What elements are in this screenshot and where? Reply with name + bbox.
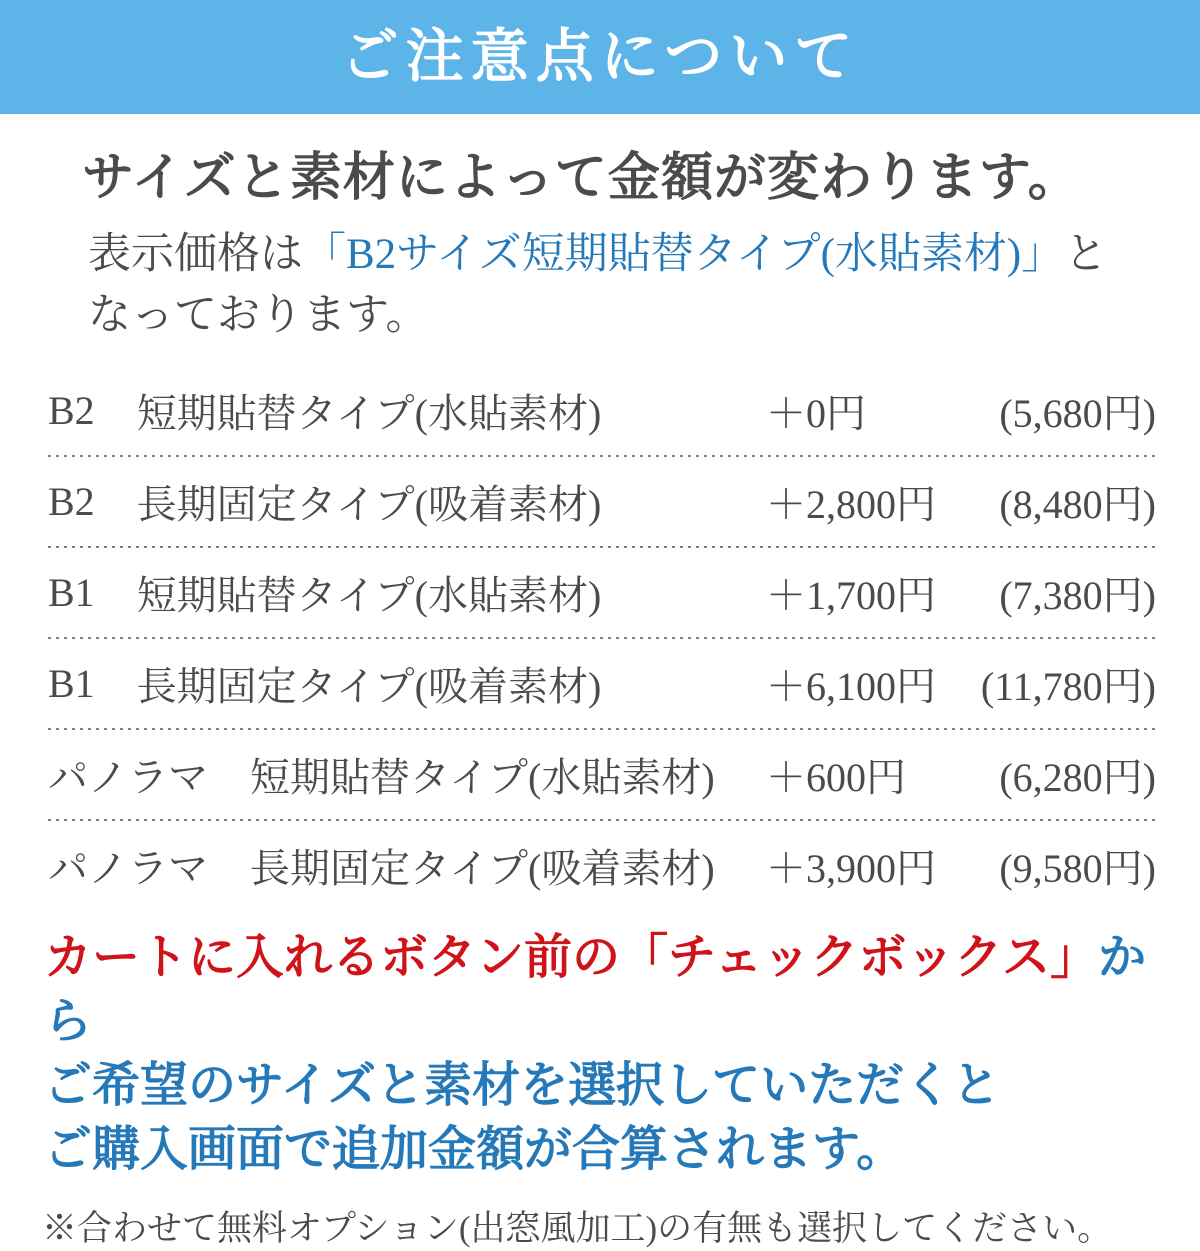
total-price: (11,780円) (980, 664, 1156, 710)
price-row-panorama-short (48, 730, 1156, 819)
size-label: パノラマ (48, 846, 208, 892)
instruction-section (44, 926, 1170, 1181)
price-table (48, 366, 1156, 910)
intro-sub-highlight: 「B2サイズ短期貼替タイプ(水貼素材)」 (303, 231, 1065, 279)
size-label: B2 (48, 479, 95, 525)
price-label (48, 837, 766, 894)
type-label: 長期固定タイプ(吸着素材) (136, 664, 602, 710)
banner (0, 0, 1200, 114)
type-label: 短期貼替タイプ(水貼素材) (250, 755, 715, 801)
type-label: 長期固定タイプ(吸着素材) (250, 846, 715, 892)
intro-subtext (88, 224, 1160, 346)
type-label: 短期貼替タイプ(水貼素材) (136, 573, 602, 619)
price-row-panorama-long (48, 821, 1156, 910)
intro-sub-line2: なっております。 (88, 292, 429, 340)
price-row-b2-short (48, 366, 1156, 455)
intro-heading: サイズと素材によって金額が変わります。 (82, 150, 1081, 207)
footnote: ※合わせて無料オプション(出窓風加工)の有無も選択してください。 (42, 1208, 1113, 1248)
price-label (48, 382, 766, 439)
total-price: (6,280円) (999, 755, 1156, 801)
price-label (48, 473, 766, 530)
instruction-line-3: ご購入画面で追加金額が合算されます。 (44, 1122, 905, 1176)
price-row-b2-long (48, 457, 1156, 546)
total-price: (8,480円) (999, 482, 1156, 528)
price-label (48, 655, 766, 712)
add-price: ＋600円 (766, 755, 906, 801)
intro-section (82, 148, 1160, 346)
price-label (48, 564, 766, 621)
instruction-line-1 (44, 926, 1170, 1054)
intro-sub-prefix: 表示価格は (88, 231, 303, 279)
instruction-red-text: カートに入れるボタン前の「チェックボックス」 (44, 931, 1099, 985)
add-price: ＋3,900円 (766, 846, 936, 892)
size-label: B2 (48, 388, 95, 434)
intro-sub-suffix: と (1064, 231, 1108, 279)
instruction-line-2: ご希望のサイズと素材を選択していただくと (44, 1059, 1001, 1113)
price-label (48, 746, 766, 803)
size-label: B1 (48, 661, 95, 707)
add-price: ＋1,700円 (766, 573, 936, 619)
size-label: B1 (48, 570, 95, 616)
page-title: ご注意点について (340, 24, 860, 89)
size-label: パノラマ (48, 755, 208, 801)
type-label: 長期固定タイプ(吸着素材) (136, 482, 602, 528)
total-price: (5,680円) (999, 391, 1156, 437)
instruction-blue-tail: から (44, 931, 1147, 1049)
total-price: (7,380円) (999, 573, 1156, 619)
type-label: 短期貼替タイプ(水貼素材) (136, 391, 602, 437)
add-price: ＋0円 (766, 391, 866, 437)
add-price: ＋6,100円 (766, 664, 936, 710)
add-price: ＋2,800円 (766, 482, 936, 528)
total-price: (9,580円) (999, 846, 1156, 892)
price-row-b1-long (48, 639, 1156, 728)
price-row-b1-short (48, 548, 1156, 637)
